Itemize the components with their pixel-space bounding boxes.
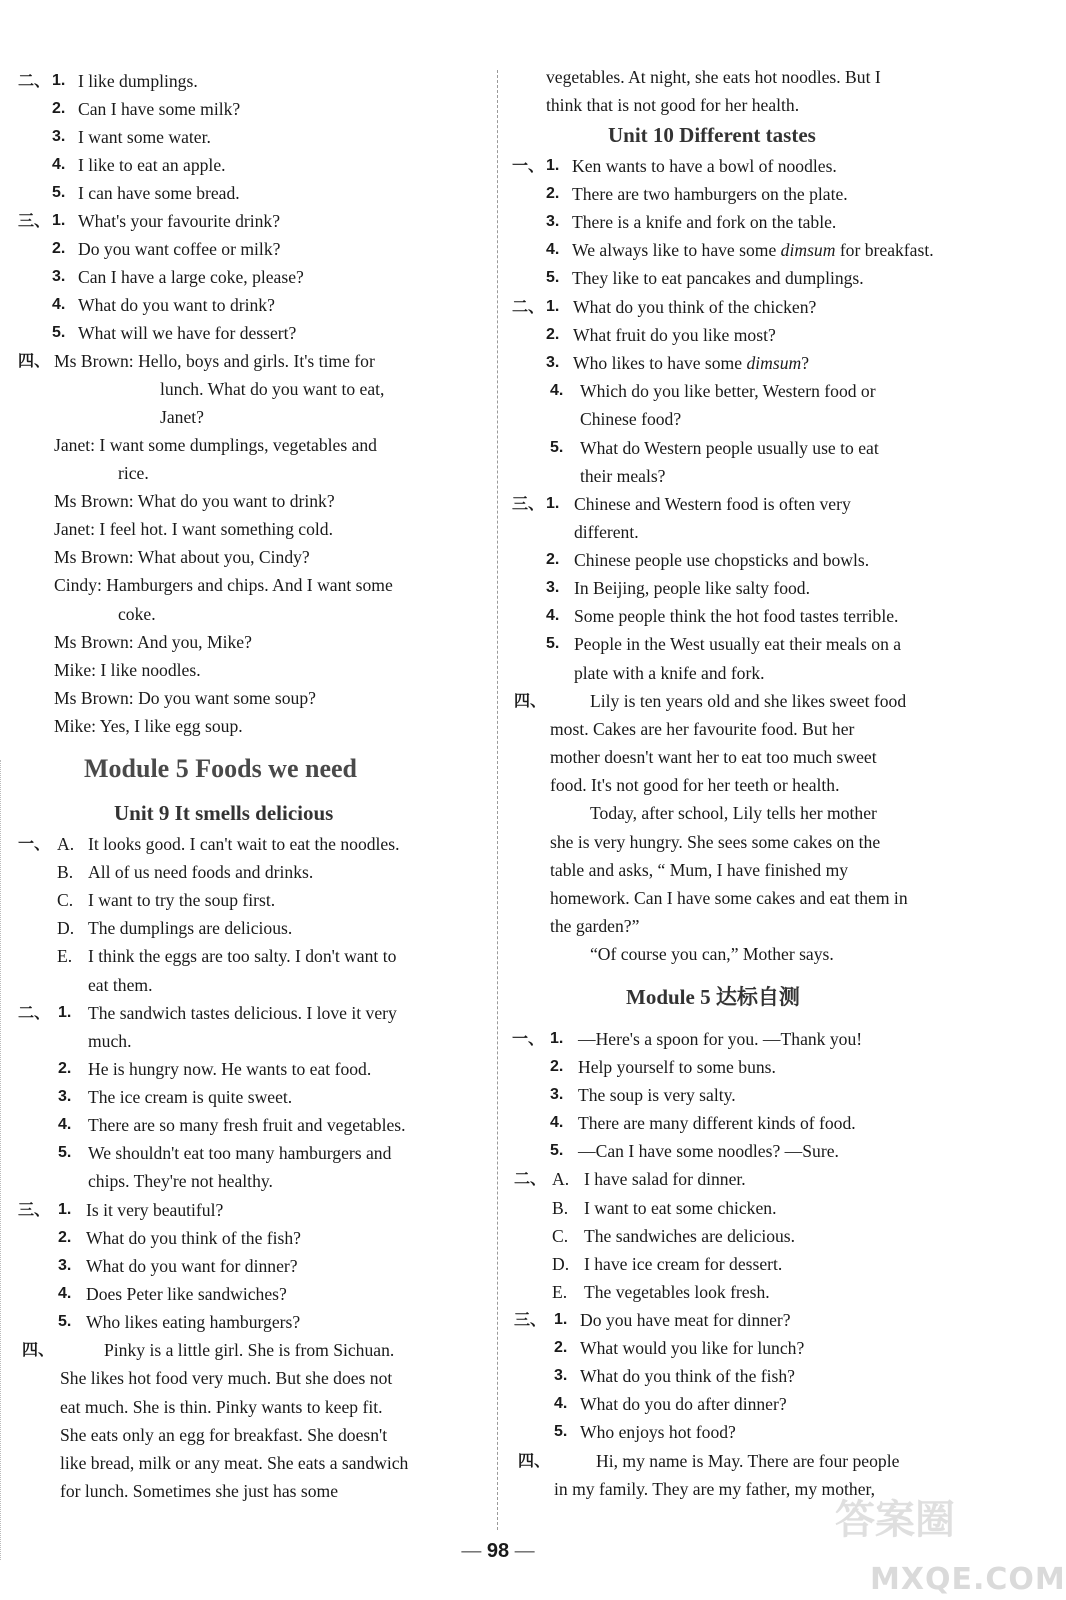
dialogue-line: Ms Brown: What about you, Cindy? [54, 547, 310, 567]
item-number: 4. [546, 607, 560, 624]
self-test-title: Module 5 达标自测 [626, 985, 800, 1009]
item-number: 3. [546, 579, 560, 596]
answer-line: Chinese people use chopsticks and bowls. [574, 550, 870, 570]
page-number: — 98 — [461, 1540, 535, 1562]
answer-line: I want to try the soup first. [88, 890, 276, 910]
item-number: 3. [58, 1088, 72, 1105]
answer-line: their meals? [580, 466, 666, 486]
item-number: 4. [58, 1116, 72, 1133]
passage-line: for lunch. Sometimes she just has some [60, 1481, 339, 1501]
answer-line: plate with a knife and fork. [574, 663, 765, 683]
item-number: 1. [58, 1004, 72, 1021]
answer-line: What do you want to drink? [78, 295, 275, 315]
dialogue-line: Ms Brown: And you, Mike? [54, 632, 252, 652]
module-title: Module 5 Foods we need [84, 754, 357, 783]
passage-line: vegetables. At night, she eats hot noodles. But I [546, 67, 881, 87]
item-letter: B. [57, 862, 74, 882]
answer-line: eat them. [88, 975, 153, 995]
section-tag: 三、 [18, 1200, 51, 1219]
answer-line: What do Western people usually use to eat [580, 438, 879, 458]
watermark-logo-icon: 答案圈 [835, 1497, 955, 1543]
answer-line: Ken wants to have a bowl of noodles. [572, 156, 837, 176]
item-number: 2. [554, 1339, 568, 1356]
passage-line: like bread, milk or any meat. She eats a sandwich [60, 1453, 409, 1473]
answer-line: I want to eat some chicken. [584, 1198, 777, 1218]
passage-line: Lily is ten years old and she likes sweet food [590, 691, 907, 711]
item-letter: D. [552, 1254, 570, 1274]
item-number: 4. [550, 1114, 564, 1131]
answer-line: I have salad for dinner. [584, 1169, 746, 1189]
item-number: 5. [58, 1144, 72, 1161]
dialogue-line: lunch. What do you want to eat, [160, 379, 385, 399]
item-number: 4. [58, 1285, 72, 1302]
passage-line: in my family. They are my father, my mother, [554, 1479, 876, 1499]
item-number: 2. [546, 551, 560, 568]
page-edge [0, 760, 7, 1560]
answer-line: What do you think of the chicken? [573, 297, 817, 317]
answer-line: Who likes eating hamburgers? [86, 1312, 301, 1332]
item-number: 4. [52, 156, 66, 173]
item-letter: E. [552, 1282, 568, 1302]
answer-line: —Here's a spoon for you. —Thank you! [578, 1029, 863, 1049]
answer-line: Does Peter like sandwiches? [86, 1284, 287, 1304]
section-tag: 四、 [514, 691, 547, 710]
answer-line: Can I have some milk? [78, 99, 241, 119]
section-tag: 二、 [514, 1169, 547, 1188]
item-number: 1. [554, 1311, 568, 1328]
dialogue-line: Ms Brown: What do you want to drink? [54, 491, 335, 511]
answer-line: Chinese and Western food is often very [574, 494, 851, 514]
item-number: 2. [546, 185, 560, 202]
item-number: 4. [52, 296, 66, 313]
item-number: 5. [546, 635, 560, 652]
item-number: 5. [58, 1313, 72, 1330]
answer-line: What would you like for lunch? [580, 1338, 805, 1358]
section-tag: 二、 [512, 297, 545, 316]
answer-line: Who enjoys hot food? [580, 1422, 736, 1442]
answer-line: The soup is very salty. [578, 1085, 736, 1105]
answer-line: There are two hamburgers on the plate. [572, 184, 848, 204]
passage-line: Hi, my name is May. There are four people [596, 1451, 900, 1471]
answer-line: much. [88, 1031, 132, 1051]
passage-line: the garden?” [550, 916, 640, 936]
item-letter: D. [57, 918, 75, 938]
dialogue-line: coke. [118, 604, 156, 624]
answer-line: different. [574, 522, 639, 542]
dialogue-line: Janet: I feel hot. I want something cold. [54, 519, 333, 539]
answer-line: What do you think of the fish? [86, 1228, 301, 1248]
item-number: 3. [546, 213, 560, 230]
item-number: 1. [58, 1201, 72, 1218]
section-tag: 四、 [518, 1451, 551, 1470]
answer-line: Help yourself to some buns. [578, 1057, 776, 1077]
answer-line: I can have some bread. [78, 183, 240, 203]
item-number: 3. [58, 1257, 72, 1274]
answer-line: Chinese food? [580, 409, 682, 429]
section-tag: 三、 [512, 494, 545, 513]
answer-line: We always like to have some dimsum for breakfast. [572, 240, 934, 260]
item-number: 1. [550, 1030, 564, 1047]
answer-line: Can I have a large coke, please? [78, 267, 304, 287]
answer-line: What do you want for dinner? [86, 1256, 298, 1276]
answer-line: There are so many fresh fruit and vegetables. [88, 1115, 406, 1135]
item-number: 5. [52, 324, 66, 341]
column-divider [497, 70, 498, 1530]
item-letter: B. [552, 1198, 569, 1218]
item-number: 1. [546, 157, 560, 174]
dialogue-line: Janet? [160, 407, 204, 427]
passage-line: eat much. She is thin. Pinky wants to keep fit. [60, 1397, 383, 1417]
section-tag: 四、 [18, 351, 51, 370]
item-letter: A. [57, 834, 75, 854]
answer-line: Do you have meat for dinner? [580, 1310, 791, 1330]
dialogue-line: Janet: I want some dumplings, vegetables and [54, 435, 377, 455]
passage-line: “Of course you can,” Mother says. [590, 944, 834, 964]
item-number: 5. [52, 184, 66, 201]
section-tag: 三、 [18, 211, 51, 230]
answer-line: I like to eat an apple. [78, 155, 226, 175]
answer-line: Which do you like better, Western food or [580, 381, 876, 401]
watermark-text: MXQE.COM [870, 1562, 1066, 1597]
answer-line: I think the eggs are too salty. I don't want to [88, 946, 397, 966]
answer-line: He is hungry now. He wants to eat food. [88, 1059, 372, 1079]
section-tag: 一、 [18, 834, 51, 853]
item-number: 2. [58, 1229, 72, 1246]
item-letter: E. [57, 946, 73, 966]
passage-line: food. It's not good for her teeth or health. [550, 775, 840, 795]
passage-line: Pinky is a little girl. She is from Sichuan. [104, 1340, 395, 1360]
answer-line: What will we have for dessert? [78, 323, 297, 343]
item-number: 2. [52, 100, 66, 117]
answer-line: It looks good. I can't wait to eat the noodles. [88, 834, 400, 854]
answer-line: The sandwiches are delicious. [584, 1226, 796, 1246]
item-number: 5. [550, 1142, 564, 1159]
answer-line: What fruit do you like most? [573, 325, 776, 345]
answer-line: chips. They're not healthy. [88, 1171, 273, 1191]
item-letter: A. [552, 1169, 570, 1189]
item-number: 5. [554, 1423, 568, 1440]
dialogue-line: Cindy: Hamburgers and chips. And I want some [54, 575, 393, 595]
item-number: 4. [550, 382, 564, 399]
passage-line: table and asks, “ Mum, I have finished my [550, 860, 849, 880]
item-number: 2. [546, 326, 560, 343]
item-number: 3. [546, 354, 560, 371]
item-letter: C. [552, 1226, 569, 1246]
passage-line: most. Cakes are her favourite food. But her [550, 719, 855, 739]
dialogue-line: Mike: I like noodles. [54, 660, 201, 680]
unit-title: Unit 9 It smells delicious [114, 801, 334, 825]
dialogue-line: rice. [118, 463, 149, 483]
passage-line: Today, after school, Lily tells her mother [590, 803, 877, 823]
item-number: 2. [550, 1058, 564, 1075]
passage-line: she is very hungry. She sees some cakes on the [550, 832, 881, 852]
section-tag: 一、 [512, 156, 545, 175]
item-number: 3. [52, 268, 66, 285]
item-number: 4. [546, 241, 560, 258]
item-number: 1. [546, 495, 560, 512]
item-number: 1. [52, 212, 66, 229]
answer-line: What's your favourite drink? [78, 211, 281, 231]
answer-line: There are many different kinds of food. [578, 1113, 856, 1133]
item-number: 3. [550, 1086, 564, 1103]
answer-line: There is a knife and fork on the table. [572, 212, 837, 232]
answer-line: I have ice cream for dessert. [584, 1254, 783, 1274]
answer-line: In Beijing, people like salty food. [574, 578, 811, 598]
passage-line: homework. Can I have some cakes and eat them in [550, 888, 908, 908]
section-tag: 四、 [22, 1340, 55, 1359]
answer-line: People in the West usually eat their meals on a [574, 634, 902, 654]
section-tag: 二、 [18, 71, 51, 90]
answer-line: All of us need foods and drinks. [88, 862, 314, 882]
answer-line: The sandwich tastes delicious. I love it very [88, 1003, 397, 1023]
answer-line: What do you do after dinner? [580, 1394, 787, 1414]
section-tag: 三、 [514, 1310, 547, 1329]
passage-line: think that is not good for her health. [546, 95, 800, 115]
answer-line: They like to eat pancakes and dumplings. [572, 268, 864, 288]
item-number: 5. [550, 439, 564, 456]
passage-line: She eats only an egg for breakfast. She doesn't [60, 1425, 388, 1445]
passage-line: mother doesn't want her to eat too much sweet [550, 747, 877, 767]
answer-line: Who likes to have some dimsum? [573, 353, 810, 373]
item-number: 1. [546, 298, 560, 315]
answer-line: Is it very beautiful? [86, 1200, 224, 1220]
answer-line: Do you want coffee or milk? [78, 239, 281, 259]
answer-line: I want some water. [78, 127, 211, 147]
answer-line: The ice cream is quite sweet. [88, 1087, 293, 1107]
dialogue-line: Ms Brown: Hello, boys and girls. It's time for [54, 351, 375, 371]
item-number: 2. [52, 240, 66, 257]
section-tag: 二、 [18, 1003, 51, 1022]
item-number: 2. [58, 1060, 72, 1077]
answer-line: We shouldn't eat too many hamburgers and [88, 1143, 392, 1163]
item-number: 1. [52, 72, 66, 89]
item-number: 4. [554, 1395, 568, 1412]
item-letter: C. [57, 890, 74, 910]
item-number: 5. [546, 269, 560, 286]
answer-line: The dumplings are delicious. [88, 918, 293, 938]
unit-title: Unit 10 Different tastes [608, 123, 816, 147]
passage-line: She likes hot food very much. But she does not [60, 1368, 393, 1388]
section-tag: 一、 [512, 1029, 545, 1048]
answer-line: —Can I have some noodles? —Sure. [578, 1141, 839, 1161]
dialogue-line: Mike: Yes, I like egg soup. [54, 716, 243, 736]
dialogue-line: Ms Brown: Do you want some soup? [54, 688, 316, 708]
answer-line: What do you think of the fish? [580, 1366, 795, 1386]
answer-line: Some people think the hot food tastes terrible. [574, 606, 899, 626]
answer-line: I like dumplings. [78, 71, 198, 91]
item-number: 3. [554, 1367, 568, 1384]
answer-line: The vegetables look fresh. [584, 1282, 770, 1302]
item-number: 3. [52, 128, 66, 145]
